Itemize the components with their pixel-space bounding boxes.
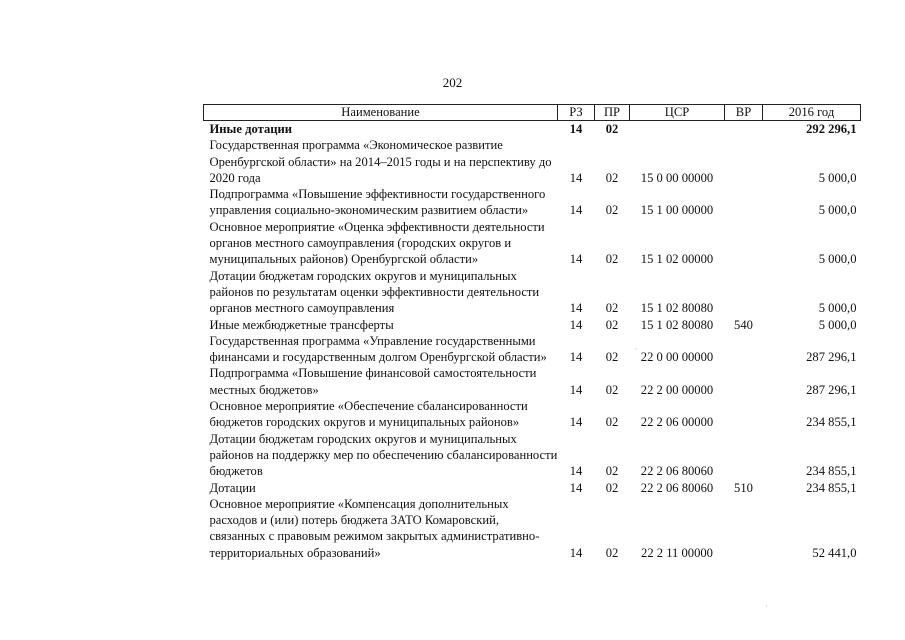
cell-rz: 14 xyxy=(569,252,583,267)
table-row xyxy=(204,186,861,219)
cell-csr: 22 0 00 00000 xyxy=(640,350,714,365)
cell-amount: 52 441,0 xyxy=(812,545,857,560)
cell-name: Иные дотации xyxy=(209,122,293,136)
cell-amount: 234 855,1 xyxy=(806,480,857,495)
cell-csr: 22 2 00 00000 xyxy=(640,382,714,397)
cell-rz: 14 xyxy=(569,415,583,430)
cell-pr: 02 xyxy=(605,317,619,332)
cell-name: Дотации бюджетам городских округов и муниципальных районов по результатам оценки эффективности деятельности органов местного самоуправления xyxy=(209,268,540,316)
cell-amount: 287 296,1 xyxy=(806,350,857,365)
cell-csr: 22 2 06 80060 xyxy=(640,464,714,479)
cell-csr: 15 1 00 00000 xyxy=(640,203,714,218)
cell-amount: 234 855,1 xyxy=(806,464,857,479)
header-year: 2016 год xyxy=(763,105,861,121)
table-row xyxy=(204,480,861,496)
cell-vr xyxy=(725,333,763,366)
cell-rz: 14 xyxy=(569,480,583,495)
table-row xyxy=(204,431,861,480)
cell-vr xyxy=(725,268,763,317)
cell-vr xyxy=(725,496,763,561)
cell-rz: 14 xyxy=(569,170,583,185)
cell-vr: 540 xyxy=(734,317,753,332)
cell-name: Дотации xyxy=(209,480,256,495)
cell-csr: 22 2 11 00000 xyxy=(641,545,713,560)
cell-rz: 14 xyxy=(569,317,583,332)
cell-rz: 14 xyxy=(569,350,583,365)
table-row xyxy=(204,137,861,186)
cell-rz: 14 xyxy=(569,122,583,136)
cell-pr: 02 xyxy=(605,415,619,430)
cell-vr xyxy=(725,121,763,138)
cell-vr xyxy=(725,431,763,480)
cell-name: Подпрограмма «Повышение эффективности государственного управления социально-экономическим развитием области» xyxy=(209,187,546,218)
cell-vr xyxy=(725,186,763,219)
cell-name: Основное мероприятие «Оценка эффективности деятельности органов местного самоуправления (городских округов и муниципальных районов) Оренбургской области» xyxy=(209,219,545,267)
header-vr: ВР xyxy=(725,105,763,121)
cell-pr: 02 xyxy=(605,122,619,136)
table-row xyxy=(204,219,861,268)
cell-csr: 15 1 02 80080 xyxy=(640,301,714,316)
cell-csr: 22 2 06 80060 xyxy=(640,480,714,495)
cell-csr: 22 2 06 00000 xyxy=(640,415,714,430)
cell-name: Подпрограмма «Повышение финансовой самостоятельности местных бюджетов» xyxy=(209,366,537,397)
table-row xyxy=(204,398,861,431)
cell-rz: 14 xyxy=(569,301,583,316)
cell-pr: 02 xyxy=(605,301,619,316)
cell-csr: 15 1 02 80080 xyxy=(640,317,714,332)
cell-vr xyxy=(725,398,763,431)
cell-amount: 5 000,0 xyxy=(818,301,857,316)
table-header-row xyxy=(204,105,861,121)
cell-amount: 5 000,0 xyxy=(818,252,857,267)
cell-name: Государственная программа «Экономическое развитие Оренбургской области» на 2014–2015 годы и на перспективу до 2020 года xyxy=(209,138,552,185)
cell-name: Основное мероприятие «Компенсация дополнительных расходов и (или) потерь бюджета ЗАТО Комаровский, связанных с правовым режимом закрытых административно-территориальных образований» xyxy=(209,496,540,560)
table-row xyxy=(204,121,861,138)
scan-speck: · xyxy=(635,345,638,354)
cell-rz: 14 xyxy=(569,545,583,560)
cell-pr: 02 xyxy=(605,382,619,397)
cell-csr: 15 0 00 00000 xyxy=(640,170,714,185)
cell-amount: 5 000,0 xyxy=(818,317,857,332)
page-number: 202 xyxy=(442,75,463,90)
cell-amount: 5 000,0 xyxy=(818,203,857,218)
header-csr: ЦСР xyxy=(630,105,725,121)
scan-speck: · xyxy=(765,602,768,611)
cell-pr: 02 xyxy=(605,480,619,495)
cell-rz: 14 xyxy=(569,464,583,479)
budget-table xyxy=(203,104,861,561)
cell-pr: 02 xyxy=(605,350,619,365)
cell-amount: 234 855,1 xyxy=(806,415,857,430)
cell-pr: 02 xyxy=(605,545,619,560)
cell-amount: 292 296,1 xyxy=(806,122,857,136)
cell-vr: 510 xyxy=(734,480,753,495)
cell-pr: 02 xyxy=(605,203,619,218)
cell-pr: 02 xyxy=(605,464,619,479)
cell-name: Государственная программа «Управление государственными финансами и государственным долгом Оренбургской области» xyxy=(209,333,547,365)
table-row xyxy=(204,365,861,398)
header-rz: РЗ xyxy=(558,105,595,121)
cell-rz: 14 xyxy=(569,382,583,397)
cell-rz: 14 xyxy=(569,203,583,218)
budget-table-container xyxy=(203,104,860,561)
header-name: Наименование xyxy=(204,105,558,121)
cell-csr xyxy=(630,121,725,138)
table-body xyxy=(204,121,861,562)
cell-pr: 02 xyxy=(605,170,619,185)
table-row xyxy=(204,333,861,366)
cell-vr xyxy=(725,365,763,398)
cell-vr xyxy=(725,219,763,268)
cell-csr: 15 1 02 00000 xyxy=(640,252,714,267)
table-row xyxy=(204,496,861,561)
cell-name: Основное мероприятие «Обеспечение сбалансированности бюджетов городских округов и муниципальных районов» xyxy=(209,399,528,430)
cell-vr xyxy=(725,137,763,186)
cell-name: Иные межбюджетные трансферты xyxy=(209,317,394,332)
table-row xyxy=(204,268,861,317)
cell-name: Дотации бюджетам городских округов и муниципальных районов на поддержку мер по обеспечению сбалансированности бюджетов xyxy=(209,431,558,479)
cell-amount: 5 000,0 xyxy=(818,170,857,185)
cell-amount: 287 296,1 xyxy=(806,382,857,397)
header-pr: ПР xyxy=(595,105,630,121)
cell-pr: 02 xyxy=(605,252,619,267)
table-row xyxy=(204,317,861,333)
